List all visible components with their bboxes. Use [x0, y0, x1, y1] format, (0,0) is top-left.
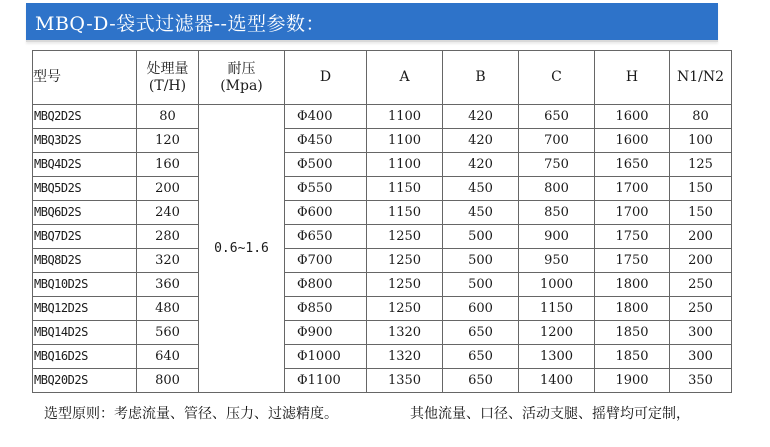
cell-c: 1200	[519, 321, 595, 345]
cell-a: 1250	[367, 225, 443, 249]
cell-h: 1800	[595, 297, 670, 321]
cell-h: 1750	[595, 225, 670, 249]
cell-d: Φ800	[285, 273, 367, 297]
cell-flow: 80	[137, 105, 199, 129]
cell-model: MBQ5D2S	[33, 177, 137, 201]
cell-n: 250	[670, 297, 732, 321]
cell-c: 1400	[519, 369, 595, 393]
cell-d: Φ650	[285, 225, 367, 249]
cell-n: 350	[670, 369, 732, 393]
cell-b: 500	[443, 225, 519, 249]
header-n: N1/N2	[670, 51, 732, 105]
spec-table	[32, 50, 732, 393]
cell-h: 1800	[595, 273, 670, 297]
cell-n: 150	[670, 177, 732, 201]
header-flow	[137, 51, 199, 105]
header-pressure	[199, 51, 285, 105]
cell-c: 850	[519, 201, 595, 225]
header-flow-label: 处理量	[146, 60, 189, 77]
cell-a: 1250	[367, 297, 443, 321]
cell-flow: 800	[137, 369, 199, 393]
cell-flow: 640	[137, 345, 199, 369]
cell-d: Φ500	[285, 153, 367, 177]
table-row	[33, 369, 732, 393]
cell-c: 650	[519, 105, 595, 129]
cell-n: 300	[670, 321, 732, 345]
table-body	[33, 105, 732, 393]
cell-c: 900	[519, 225, 595, 249]
title-banner	[26, 3, 718, 42]
table-row	[33, 273, 732, 297]
cell-h: 1850	[595, 345, 670, 369]
cell-c: 700	[519, 129, 595, 153]
cell-h: 1700	[595, 201, 670, 225]
header-pressure-label: 耐压	[227, 60, 256, 77]
cell-h: 1600	[595, 105, 670, 129]
cell-d: Φ400	[285, 105, 367, 129]
cell-flow: 200	[137, 177, 199, 201]
table-row	[33, 297, 732, 321]
cell-d: Φ1000	[285, 345, 367, 369]
header-h: H	[595, 51, 670, 105]
cell-a: 1100	[367, 105, 443, 129]
cell-n: 300	[670, 345, 732, 369]
cell-d: Φ700	[285, 249, 367, 273]
cell-d: Φ550	[285, 177, 367, 201]
cell-h: 1700	[595, 177, 670, 201]
cell-n: 250	[670, 273, 732, 297]
cell-b: 650	[443, 369, 519, 393]
cell-model: MBQ4D2S	[33, 153, 137, 177]
table-header-row	[33, 51, 732, 105]
table-row	[33, 321, 732, 345]
cell-a: 1250	[367, 273, 443, 297]
cell-h: 1750	[595, 249, 670, 273]
cell-n: 100	[670, 129, 732, 153]
cell-flow: 560	[137, 321, 199, 345]
header-flow-unit: (T/H)	[148, 77, 187, 94]
cell-model: MBQ8D2S	[33, 249, 137, 273]
header-a: A	[367, 51, 443, 105]
cell-d: Φ900	[285, 321, 367, 345]
table-row	[33, 129, 732, 153]
header-d: D	[285, 51, 367, 105]
cell-model: MBQ10D2S	[33, 273, 137, 297]
cell-model: MBQ6D2S	[33, 201, 137, 225]
cell-h: 1850	[595, 321, 670, 345]
cell-model: MBQ16D2S	[33, 345, 137, 369]
cell-model: MBQ7D2S	[33, 225, 137, 249]
table-row	[33, 177, 732, 201]
cell-pressure: 0.6~1.6	[199, 105, 285, 393]
table-row	[33, 201, 732, 225]
cell-a: 1150	[367, 177, 443, 201]
customization-note: 其他流量、口径、活动支腿、摇臂均可定制，	[410, 406, 690, 422]
table-row	[33, 225, 732, 249]
cell-flow: 160	[137, 153, 199, 177]
selection-principle: 选型原则：考虑流量、管径、压力、过滤精度。	[44, 406, 338, 422]
cell-flow: 240	[137, 201, 199, 225]
cell-b: 450	[443, 201, 519, 225]
cell-n: 150	[670, 201, 732, 225]
header-b: B	[443, 51, 519, 105]
cell-a: 1320	[367, 321, 443, 345]
cell-d: Φ850	[285, 297, 367, 321]
cell-h: 1900	[595, 369, 670, 393]
cell-c: 750	[519, 153, 595, 177]
cell-a: 1150	[367, 201, 443, 225]
cell-model: MBQ2D2S	[33, 105, 137, 129]
cell-a: 1350	[367, 369, 443, 393]
cell-a: 1100	[367, 153, 443, 177]
table-row	[33, 249, 732, 273]
header-pressure-unit: (Mpa)	[220, 77, 263, 94]
cell-b: 600	[443, 297, 519, 321]
header-model: 型号	[33, 51, 137, 105]
cell-flow: 120	[137, 129, 199, 153]
cell-flow: 320	[137, 249, 199, 273]
cell-n: 125	[670, 153, 732, 177]
cell-flow: 360	[137, 273, 199, 297]
cell-c: 1300	[519, 345, 595, 369]
cell-b: 500	[443, 273, 519, 297]
cell-c: 950	[519, 249, 595, 273]
cell-n: 200	[670, 225, 732, 249]
cell-n: 80	[670, 105, 732, 129]
cell-c: 1000	[519, 273, 595, 297]
page-title: MBQ-D-袋式过滤器--选型参数：	[35, 13, 325, 35]
cell-c: 800	[519, 177, 595, 201]
cell-b: 420	[443, 129, 519, 153]
table-row	[33, 105, 732, 129]
cell-n: 200	[670, 249, 732, 273]
cell-c: 1150	[519, 297, 595, 321]
cell-d: Φ1100	[285, 369, 367, 393]
cell-a: 1320	[367, 345, 443, 369]
cell-d: Φ600	[285, 201, 367, 225]
cell-d: Φ450	[285, 129, 367, 153]
cell-b: 500	[443, 249, 519, 273]
cell-flow: 280	[137, 225, 199, 249]
cell-b: 420	[443, 105, 519, 129]
cell-b: 420	[443, 153, 519, 177]
cell-h: 1650	[595, 153, 670, 177]
cell-flow: 480	[137, 297, 199, 321]
cell-b: 650	[443, 321, 519, 345]
cell-h: 1600	[595, 129, 670, 153]
header-c: C	[519, 51, 595, 105]
cell-model: MBQ12D2S	[33, 297, 137, 321]
cell-b: 450	[443, 177, 519, 201]
cell-model: MBQ3D2S	[33, 129, 137, 153]
cell-model: MBQ20D2S	[33, 369, 137, 393]
cell-a: 1250	[367, 249, 443, 273]
cell-b: 650	[443, 345, 519, 369]
cell-model: MBQ14D2S	[33, 321, 137, 345]
table-row	[33, 153, 732, 177]
cell-a: 1100	[367, 129, 443, 153]
table-row	[33, 345, 732, 369]
